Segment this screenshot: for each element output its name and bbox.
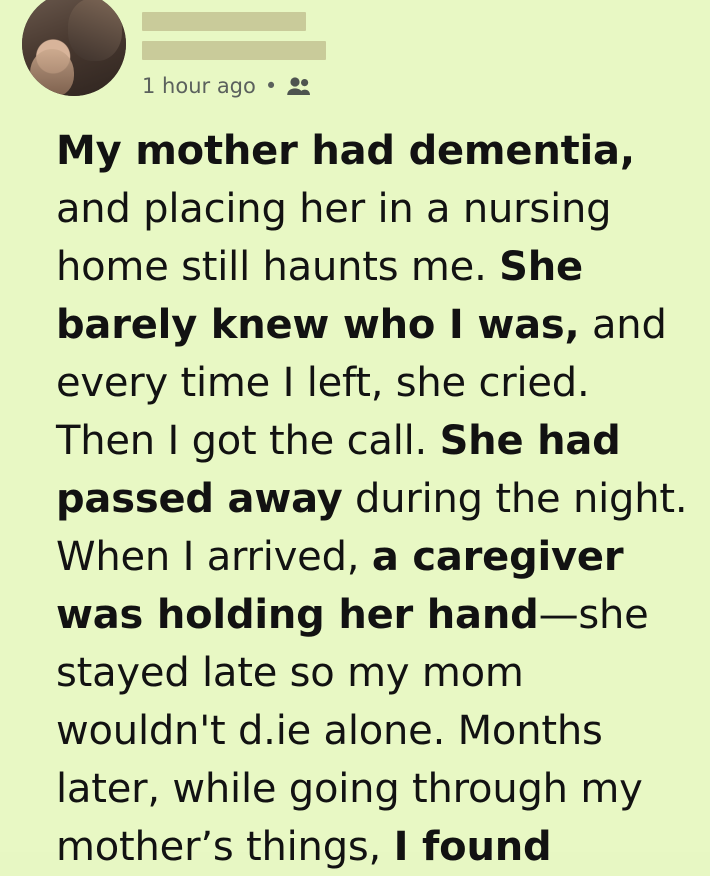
post-meta (142, 75, 710, 97)
post-text-segment: She barely knew who I was, (56, 244, 583, 348)
post-text-segment: during the night. When I arrived, (56, 476, 688, 580)
post-text-segment: and every time I left, she cried. Then I got the call. (56, 302, 667, 464)
meta-separator: • (264, 73, 278, 98)
friends-icon[interactable] (286, 75, 312, 97)
post-text-segment: a caregiver was holding her hand (56, 534, 624, 638)
post-text-segment: I found (393, 824, 552, 870)
post-text-content (56, 122, 690, 876)
post-text-segment: and placing her in a nursing home still haunts me. (56, 186, 612, 290)
post-header (0, 0, 710, 108)
author-name-redaction-line-1 (142, 12, 306, 31)
post-text-segment: She had passed away (56, 418, 621, 522)
author-name-redaction-line-2 (142, 41, 326, 60)
post-timestamp[interactable]: 1 hour ago (142, 73, 256, 98)
post-text (0, 108, 710, 876)
post-header-text (142, 8, 710, 97)
post-text-segment: My mother had dementia, (56, 128, 635, 174)
avatar[interactable] (22, 0, 126, 96)
post-text-segment: —she stayed late so my mom wouldn't d.ie alone. Months later, while going through my mother’s things, (56, 592, 649, 870)
profile-photo (22, 0, 126, 96)
